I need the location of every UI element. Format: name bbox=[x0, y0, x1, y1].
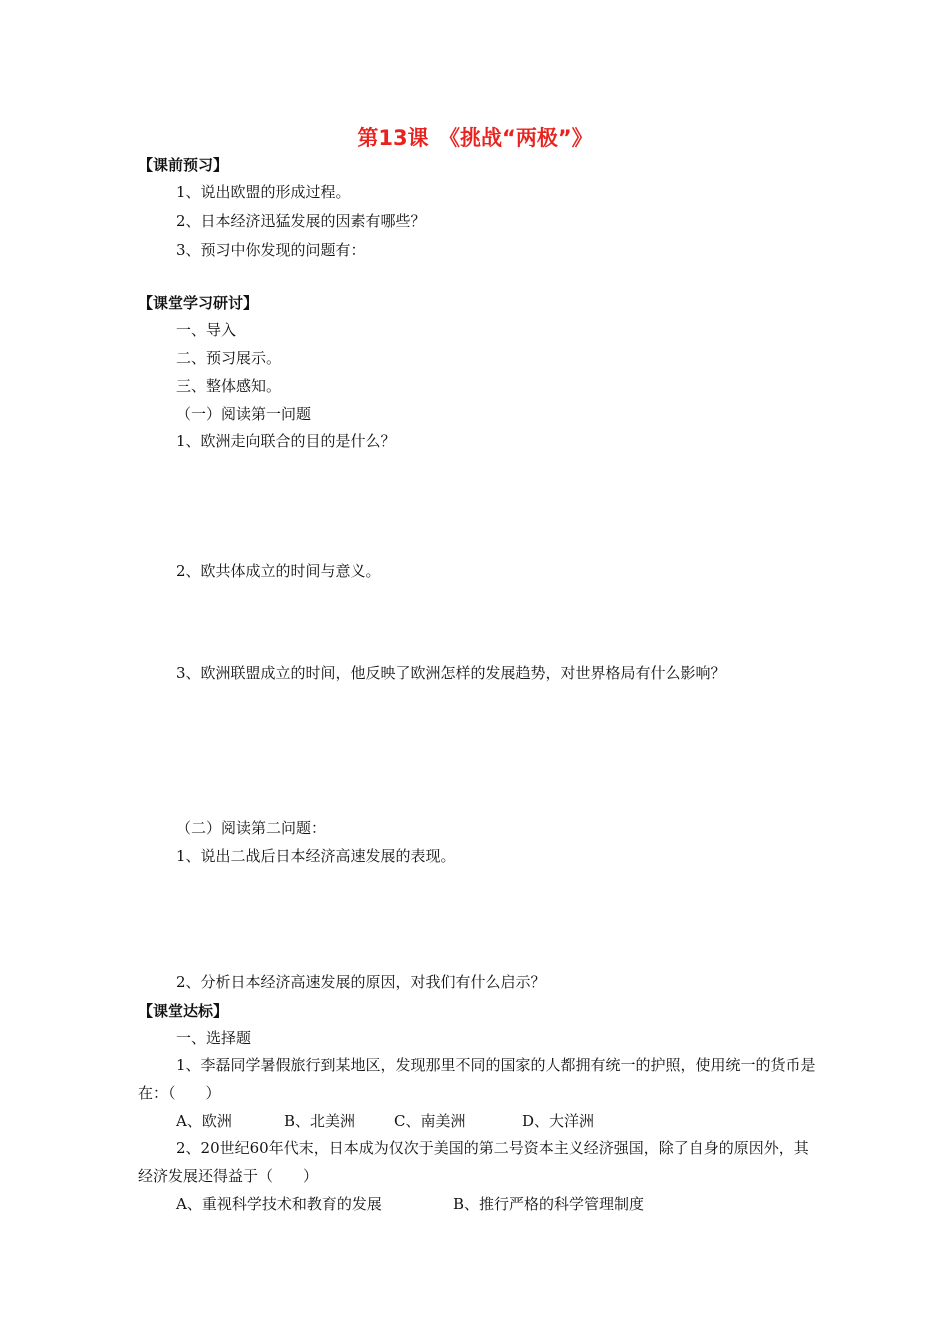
exercise-heading: 【课堂达标】 bbox=[138, 1002, 229, 1020]
option-a: A、欧洲 bbox=[176, 1112, 232, 1130]
option-a: A、重视科学技术和教育的发展 bbox=[176, 1195, 382, 1213]
option-b: B、推行严格的科学管理制度 bbox=[453, 1195, 645, 1213]
option-b: B、北美洲 bbox=[284, 1112, 356, 1130]
preview-item-2: 2、日本经济迅猛发展的因素有哪些？ bbox=[176, 212, 426, 230]
preview-item-1: 1、说出欧盟的形成过程。 bbox=[176, 183, 351, 201]
question-1-options bbox=[176, 1111, 594, 1131]
part2-question-2: 2、分析日本经济高速发展的原因，对我们有什么启示？ bbox=[176, 973, 546, 991]
page-title: 第13课 《挑战“两极”》 bbox=[357, 126, 593, 150]
part1-label: （一）阅读第一问题 bbox=[176, 405, 312, 423]
option-d: D、大洋洲 bbox=[522, 1112, 595, 1130]
part2-label: （二）阅读第二问题： bbox=[176, 819, 327, 837]
classroom-heading: 【课堂学习研讨】 bbox=[138, 294, 259, 312]
part1-question-1: 1、欧洲走向联合的目的是什么？ bbox=[176, 432, 396, 450]
preview-heading: 【课前预习】 bbox=[138, 156, 229, 174]
preview-item-3: 3、预习中你发现的问题有： bbox=[176, 241, 366, 259]
exercise-question-2: 2、20世纪60年代末，日本成为仅次于美国的第二号资本主义经济强国，除了自身的原因外，其经济发展还得益于（ ） bbox=[138, 1139, 809, 1185]
classroom-step-2: 二、预习展示。 bbox=[176, 349, 282, 367]
part2-question-1: 1、说出二战后日本经济高速发展的表现。 bbox=[176, 847, 456, 865]
classroom-step-3: 三、整体感知。 bbox=[176, 377, 282, 395]
exercise-section: 一、选择题 bbox=[176, 1029, 252, 1047]
exercise-question-1: 1、李磊同学暑假旅行到某地区，发现那里不同的国家的人都拥有统一的护照，使用统一的货币是在：（ ） bbox=[138, 1056, 816, 1102]
option-c: C、南美洲 bbox=[394, 1112, 466, 1130]
question-2-options bbox=[176, 1194, 644, 1214]
part1-question-3: 3、欧洲联盟成立的时间，他反映了欧洲怎样的发展趋势，对世界格局有什么影响？ bbox=[176, 664, 726, 682]
part1-question-2: 2、欧共体成立的时间与意义。 bbox=[176, 562, 381, 580]
classroom-step-1: 一、导入 bbox=[176, 321, 237, 339]
